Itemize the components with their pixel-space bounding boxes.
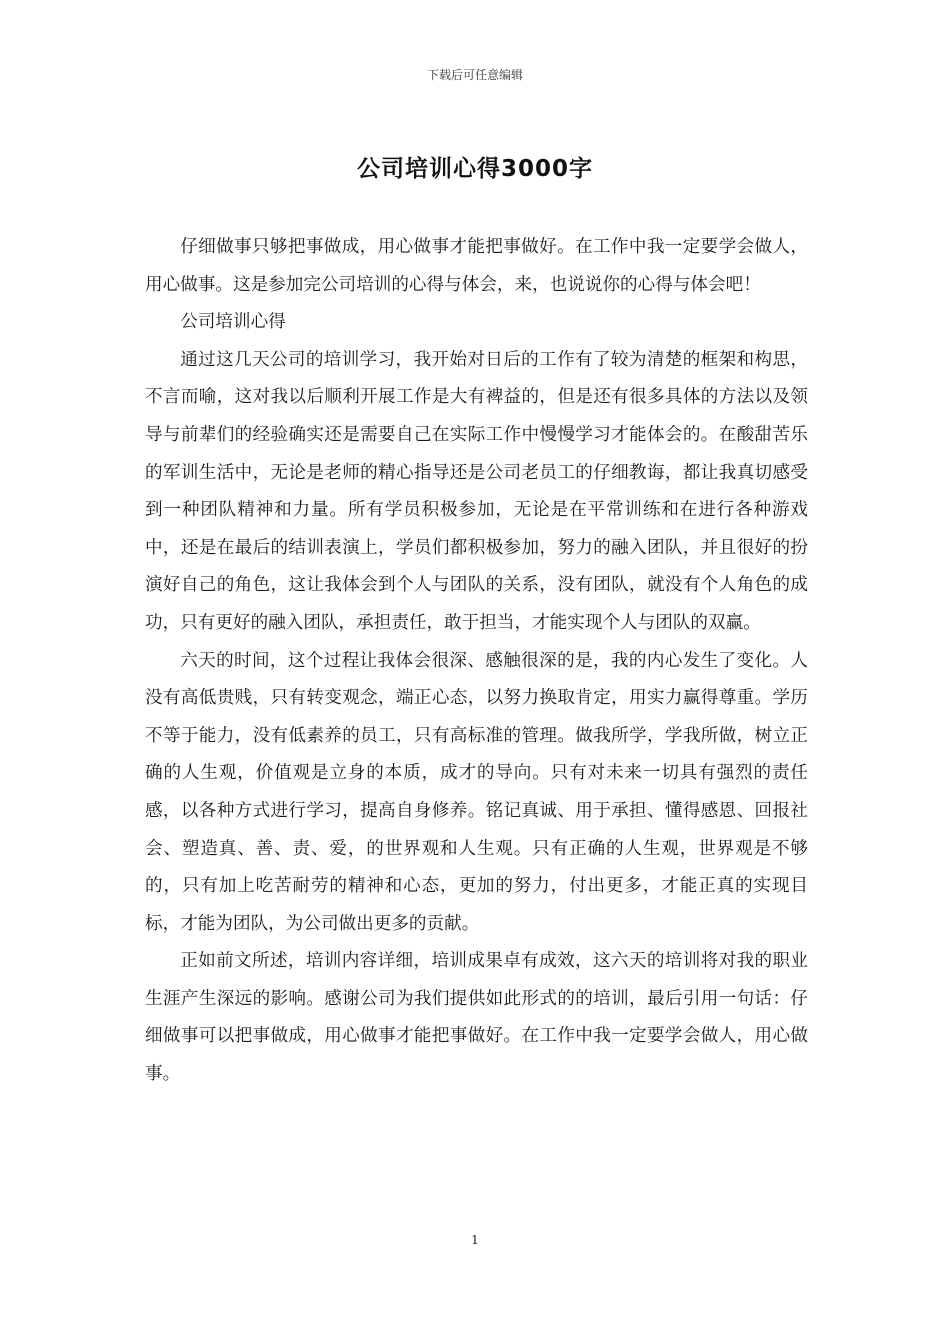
body-paragraph: 通过这几天公司的培训学习，我开始对日后的工作有了较为清楚的框架和构思，不言而喻，这对我以后顺利开展工作是大有裨益的，但是还有很多具体的方法以及领导与前辈们的经验确实还是需要自己在实际工作中慢慢学习才能体会的。在酸甜苦乐的军训生活中，无论是老师的精心指导还是公司老员工的仔细教诲，都让我真切感受到一种团队精神和力量。所有学员积极参加，无论是在平常训练和在进行各种游戏中，还是在最后的结训表演上，学员们都积极参加，努力的融入团队，并且很好的扮演好自己的角色，这让我体会到个人与团队的关系，没有团队，就没有个人角色的成功，只有更好的融入团队，承担责任，敢于担当，才能实现个人与团队的双赢。 [145,349,808,633]
document-title: 公司培训心得3000字 [356,156,593,182]
section-heading: 公司培训心得 [180,312,286,333]
document-body [145,229,808,1094]
intro-paragraph: 仔细做事只够把事做成，用心做事才能把事做好。在工作中我一定要学会做人，用心做事。这是参加完公司培训的心得与体会，来，也说说你的心得与体会吧！ [145,237,808,295]
closing-paragraph: 正如前文所述，培训内容详细，培训成果卓有成效，这六天的培训将对我的职业生涯产生深远的影响。感谢公司为我们提供如此形式的的培训，最后引用一句话：仔细做事可以把事做成，用心做事才能把事做好。在工作中我一定要学会做人，用心做事。 [145,951,808,1085]
body-paragraph: 六天的时间，这个过程让我体会很深、感触很深的是，我的内心发生了变化。人没有高低贵贱，只有转变观念，端正心态，以努力换取肯定，用实力赢得尊重。学历不等于能力，没有低素养的员工，只有高标准的管理。做我所学，学我所做，树立正确的人生观，价值观是立身的本质，成才的导向。只有对未来一切具有强烈的责任感，以各种方式进行学习，提高自身修养。铭记真诚、用于承担、懂得感恩、回报社会、塑造真、善、责、爱，的世界观和人生观。只有正确的人生观，世界观是不够的，只有加上吃苦耐劳的精神和心态，更加的努力，付出更多，才能正真的实现目标，才能为团队，为公司做出更多的贡献。 [145,650,808,934]
header-note: 下载后可任意编辑 [426,68,523,82]
page-number: 1 [471,1233,479,1247]
